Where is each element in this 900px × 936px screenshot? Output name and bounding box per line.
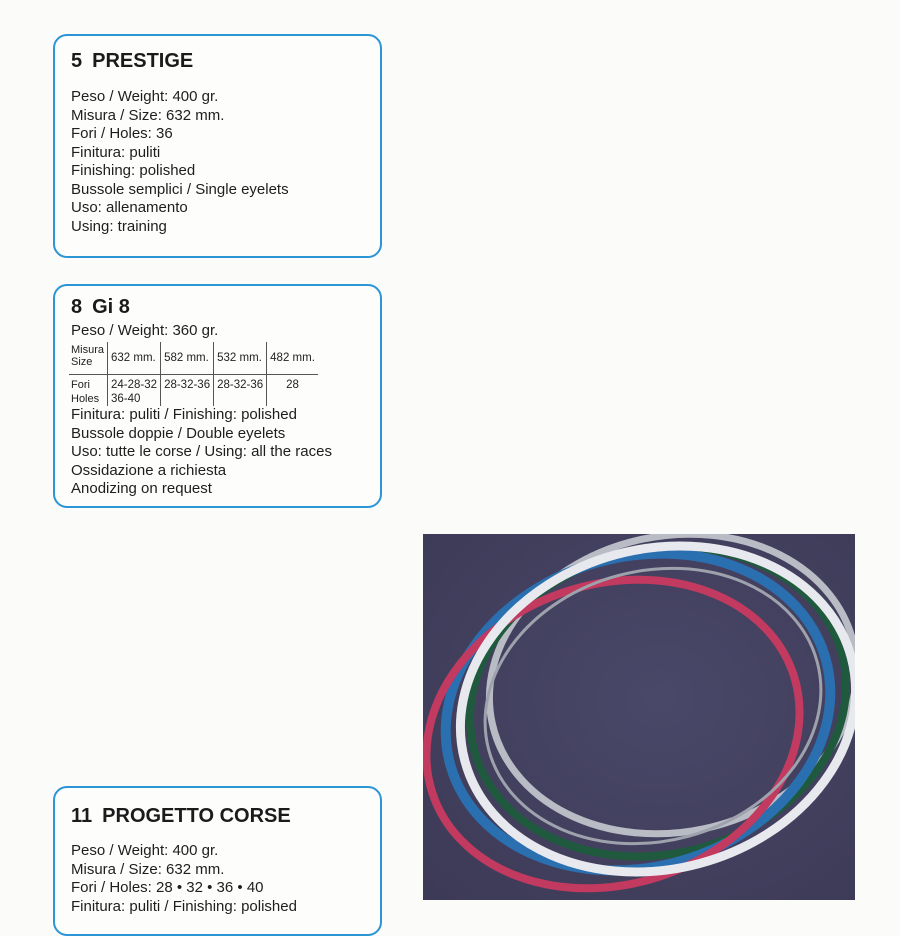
spec-line: Finitura: puliti <box>71 143 161 161</box>
spec-line: Finishing: polished <box>71 162 196 179</box>
spec-line: Fori / Holes: 36 <box>71 125 173 142</box>
holes-label-it: Fori <box>71 379 90 391</box>
gi8-spec-card <box>53 284 382 508</box>
size-cell: 632 mm. <box>108 342 161 375</box>
gi8-weight <box>71 322 218 341</box>
size-cell: 532 mm. <box>214 342 267 375</box>
progetto-name: PROGETTO CORSE <box>102 805 291 827</box>
spec-line: Finitura: puliti / Finishing: polished <box>71 406 297 423</box>
size-header <box>69 342 108 375</box>
size-label-it: Misura <box>71 344 105 356</box>
gi8-title <box>71 296 130 319</box>
gi8-size-table <box>69 342 318 406</box>
holes-cell: 28-32-36 <box>214 375 267 407</box>
table-row <box>69 342 318 375</box>
spec-line: Peso / Weight: 360 gr. <box>71 322 219 339</box>
gi8-specs <box>71 406 332 499</box>
holes-label-en: Holes <box>71 393 100 405</box>
size-cell: 482 mm. <box>267 342 318 375</box>
prestige-number: 5 <box>71 50 83 72</box>
prestige-specs <box>71 88 289 236</box>
rims-illustration <box>423 534 855 900</box>
spec-line: Finitura: puliti / Finishing: polished <box>71 897 297 915</box>
size-cell: 582 mm. <box>161 342 214 375</box>
spec-line: Peso / Weight: 400 gr. <box>71 88 219 105</box>
spec-line: Uso: allenamento <box>71 199 188 216</box>
spec-line: Uso: tutte le corse / Using: all the races <box>71 443 332 460</box>
rims-photo <box>423 534 855 900</box>
holes-header <box>69 375 108 407</box>
progetto-title <box>71 805 291 828</box>
spec-line: Ossidazione a richiesta <box>71 461 227 479</box>
holes-value-extra: 36-40 <box>111 393 141 405</box>
holes-cell <box>108 375 161 407</box>
gi8-number: 8 <box>71 296 83 318</box>
spec-line: Peso / Weight: 400 gr. <box>71 842 219 859</box>
prestige-spec-card <box>53 34 382 258</box>
prestige-title <box>71 50 193 73</box>
holes-cell: 28-32-36 <box>161 375 214 407</box>
spec-line: Anodizing on request <box>71 480 212 497</box>
size-label-en: Size <box>71 356 93 368</box>
gi8-name: Gi 8 <box>92 296 130 318</box>
spec-line: Bussole doppie / Double eyelets <box>71 424 286 442</box>
progetto-corse-spec-card <box>53 786 382 936</box>
spec-line: Misura / Size: 632 mm. <box>71 860 225 878</box>
progetto-number: 11 <box>71 805 93 827</box>
prestige-name: PRESTIGE <box>92 50 194 72</box>
spec-line: Misura / Size: 632 mm. <box>71 106 225 124</box>
spec-line: Fori / Holes: 28 • 32 • 36 • 40 <box>71 879 264 896</box>
spec-line: Bussole semplici / Single eyelets <box>71 180 289 198</box>
holes-cell: 28 <box>267 375 318 407</box>
table-row <box>69 375 318 407</box>
progetto-specs <box>71 842 297 916</box>
holes-value: 24-28-32 <box>111 379 158 391</box>
spec-line: Using: training <box>71 217 167 235</box>
